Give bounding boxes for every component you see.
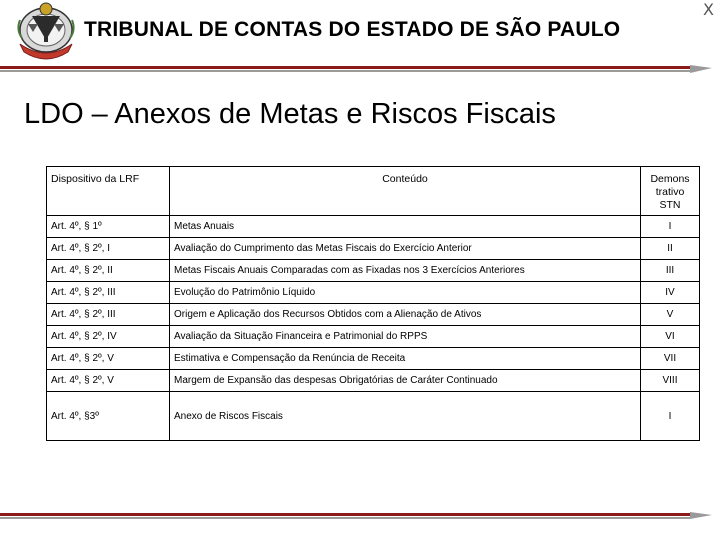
cell-device: Art. 4º, §3º	[47, 392, 170, 441]
cell-statement: III	[641, 260, 700, 282]
header-statement: Demons trativo STN	[641, 167, 700, 216]
cell-content: Anexo de Riscos Fiscais	[170, 392, 641, 441]
organization-title: TRIBUNAL DE CONTAS DO ESTADO DE SÃO PAULO	[84, 18, 621, 41]
cell-content: Estimativa e Compensação da Renúncia de Receita	[170, 348, 641, 370]
slide-title: LDO – Anexos de Metas e Riscos Fiscais	[24, 98, 556, 130]
cell-content: Avaliação da Situação Financeira e Patrimonial do RPPS	[170, 326, 641, 348]
cell-statement: VII	[641, 348, 700, 370]
cell-statement: II	[641, 238, 700, 260]
corner-mark: X	[703, 0, 714, 19]
cell-statement: I	[641, 216, 700, 238]
cell-device: Art. 4º, § 1º	[47, 216, 170, 238]
table-row	[47, 370, 700, 392]
table-row	[47, 392, 700, 441]
table-row	[47, 238, 700, 260]
cell-device: Art. 4º, § 2º, I	[47, 238, 170, 260]
cell-content: Metas Fiscais Anuais Comparadas com as Fixadas nos 3 Exercícios Anteriores	[170, 260, 641, 282]
cell-device: Art. 4º, § 2º, IV	[47, 326, 170, 348]
cell-content: Metas Anuais	[170, 216, 641, 238]
table-row	[47, 304, 700, 326]
cell-content: Origem e Aplicação dos Recursos Obtidos com a Alienação de Ativos	[170, 304, 641, 326]
header-content: Conteúdo	[170, 167, 641, 216]
tribunal-crest-icon	[10, 0, 82, 64]
cell-device: Art. 4º, § 2º, V	[47, 348, 170, 370]
header-device: Dispositivo da LRF	[47, 167, 170, 216]
cell-statement: VI	[641, 326, 700, 348]
cell-statement: I	[641, 392, 700, 441]
cell-device: Art. 4º, § 2º, III	[47, 282, 170, 304]
footer-divider	[0, 510, 720, 520]
annex-table	[46, 166, 700, 441]
table-row	[47, 282, 700, 304]
cell-content: Avaliação do Cumprimento das Metas Fiscais do Exercício Anterior	[170, 238, 641, 260]
table-row	[47, 216, 700, 238]
cell-device: Art. 4º, § 2º, II	[47, 260, 170, 282]
header-divider	[0, 64, 720, 74]
cell-content: Margem de Expansão das despesas Obrigatórias de Caráter Continuado	[170, 370, 641, 392]
cell-device: Art. 4º, § 2º, V	[47, 370, 170, 392]
cell-statement: IV	[641, 282, 700, 304]
table-row	[47, 326, 700, 348]
table-header-row	[47, 167, 700, 216]
cell-statement: V	[641, 304, 700, 326]
table-row	[47, 348, 700, 370]
table-row	[47, 260, 700, 282]
cell-device: Art. 4º, § 2º, III	[47, 304, 170, 326]
cell-statement: VIII	[641, 370, 700, 392]
cell-content: Evolução do Patrimônio Líquido	[170, 282, 641, 304]
